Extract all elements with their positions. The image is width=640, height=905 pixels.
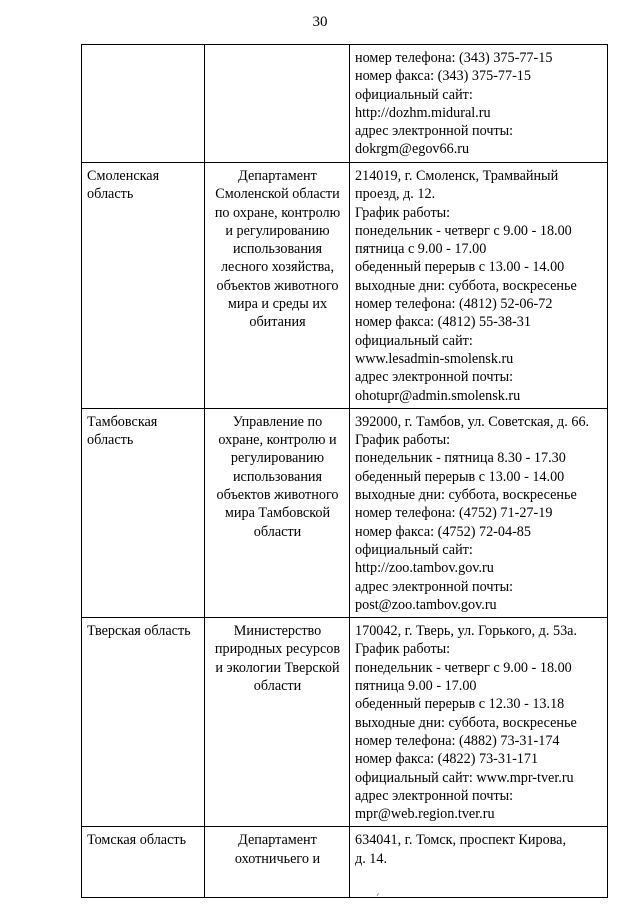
contacts-line: 634041, г. Томск, проспект Кирова,	[355, 832, 567, 849]
organization-cell	[205, 408, 350, 617]
organization-line: использования	[232, 241, 323, 258]
organization-line: Управление по	[232, 413, 323, 430]
organization-line: области	[253, 523, 302, 540]
organization-line: и регулированию	[225, 222, 330, 239]
organization-line: природных ресурсов	[214, 641, 341, 658]
organization-line: Министерство	[233, 623, 322, 640]
contacts-line: адрес электронной почты:	[355, 369, 514, 386]
contacts-line: официальный сайт:	[355, 332, 473, 349]
contacts-line: График работы:	[355, 432, 451, 449]
region-line: Тверская область	[87, 623, 191, 640]
contacts-line: www.lesadmin-smolensk.ru	[355, 350, 514, 367]
contacts-line: д. 14.	[355, 850, 388, 867]
contacts-line: 214019, г. Смоленск, Трамвайный	[355, 168, 559, 184]
contacts-table	[81, 44, 608, 898]
region-line: область	[87, 186, 134, 203]
organization-line: охране, контролю и	[218, 432, 337, 449]
contacts-line: обеденный перерыв с 12.30 - 13.18	[355, 696, 565, 713]
contacts-line: понедельник - пятница 8.30 - 17.30	[355, 450, 566, 467]
contacts-line: официальный сайт:	[355, 541, 473, 558]
contacts-cell	[350, 618, 608, 827]
contacts-line: выходные дни: суббота, воскресенье	[355, 277, 577, 294]
contacts-line: ohotupr@admin.smolensk.ru	[355, 387, 521, 404]
contacts-line: номер телефона: (4752) 71-27-19	[355, 505, 553, 522]
organization-cell	[205, 163, 350, 409]
organization-cell	[205, 827, 350, 898]
contacts-line: проезд, д. 12.	[355, 186, 436, 203]
region-cell	[82, 45, 205, 163]
contacts-line: post@zoo.tambov.gov.ru	[355, 596, 497, 613]
contacts-line: адрес электронной почты:	[355, 787, 514, 804]
table-row	[82, 618, 608, 827]
contacts-line: номер телефона: (4882) 73-31-174	[355, 732, 560, 749]
region-line: Смоленская	[87, 168, 160, 184]
scan-speck	[376, 893, 380, 897]
organization-line: по охране, контролю	[214, 204, 341, 221]
contacts-cell	[350, 163, 608, 409]
organization-line: регулированию	[230, 450, 325, 467]
contacts-cell	[350, 408, 608, 617]
organization-line: объектов животного	[216, 487, 339, 504]
organization-line: мира и среды их	[227, 296, 328, 313]
page-number: 30	[312, 14, 328, 30]
region-line: Тамбовская	[87, 413, 158, 430]
table-row	[82, 827, 608, 898]
table-row	[82, 45, 608, 163]
region-cell	[82, 618, 205, 827]
contacts-line: адрес электронной почты:	[355, 578, 514, 595]
contacts-line: пятница с 9.00 - 17.00	[355, 241, 487, 258]
contacts-line: понедельник - четверг с 9.00 - 18.00	[355, 222, 572, 239]
contacts-line: пятница 9.00 - 17.00	[355, 678, 477, 695]
organization-line: и экологии Тверской	[215, 659, 340, 676]
contacts-line: http://dozhm.midural.ru	[355, 104, 491, 121]
region-cell	[82, 408, 205, 617]
organization-line: мира Тамбовской	[224, 505, 331, 522]
organization-line: лесного хозяйства,	[220, 259, 335, 276]
contacts-line: номер факса: (4812) 55-38-31	[355, 314, 531, 331]
contacts-cell	[350, 827, 608, 898]
organization-line: Смоленской области	[215, 186, 340, 203]
contacts-line: http://zoo.tambov.gov.ru	[355, 560, 494, 577]
contacts-line: официальный сайт:	[355, 86, 473, 103]
contacts-line: mpr@web.region.tver.ru	[355, 806, 495, 823]
organization-cell	[205, 618, 350, 827]
contacts-table-body	[82, 45, 608, 898]
contacts-line: dokrgm@egov66.ru	[355, 141, 470, 158]
region-cell	[82, 827, 205, 898]
contacts-line: выходные дни: суббота, воскресенье	[355, 487, 577, 504]
table-row	[82, 163, 608, 409]
contacts-line: номер телефона: (4812) 52-06-72	[355, 296, 553, 313]
organization-line: обитания	[249, 314, 306, 331]
contacts-line: понедельник - четверг с 9.00 - 18.00	[355, 659, 572, 676]
organization-line: охотничьего и	[234, 850, 321, 867]
contacts-line: номер факса: (4822) 73-31-171	[355, 751, 539, 768]
organization-cell	[205, 45, 350, 163]
contacts-line: номер факса: (343) 375-77-15	[355, 68, 531, 85]
contacts-line: График работы:	[355, 204, 451, 221]
contacts-line: 392000, г. Тамбов, ул. Советская, д. 66.	[355, 413, 590, 430]
contacts-line: выходные дни: суббота, воскресенье	[355, 714, 577, 731]
contacts-line: адрес электронной почты:	[355, 123, 514, 140]
contacts-line: номер телефона: (343) 375-77-15	[355, 50, 553, 66]
organization-line: использования	[232, 468, 323, 485]
region-line: Томская область	[87, 832, 187, 849]
organization-line: объектов животного	[216, 277, 339, 294]
contacts-line: График работы:	[355, 641, 451, 658]
contacts-line: обеденный перерыв с 13.00 - 14.00	[355, 468, 565, 485]
contacts-line: официальный сайт: www.mpr-tver.ru	[355, 769, 574, 786]
contacts-cell	[350, 45, 608, 163]
contacts-line: 170042, г. Тверь, ул. Горького, д. 53а.	[355, 623, 578, 640]
organization-line: Департамент	[238, 168, 317, 184]
organization-line: Департамент	[238, 832, 317, 849]
region-cell	[82, 163, 205, 409]
organization-line: области	[253, 678, 302, 695]
contacts-line: номер факса: (4752) 72-04-85	[355, 523, 531, 540]
contacts-line: обеденный перерыв с 13.00 - 14.00	[355, 259, 565, 276]
region-line: область	[87, 432, 134, 449]
table-row	[82, 408, 608, 617]
